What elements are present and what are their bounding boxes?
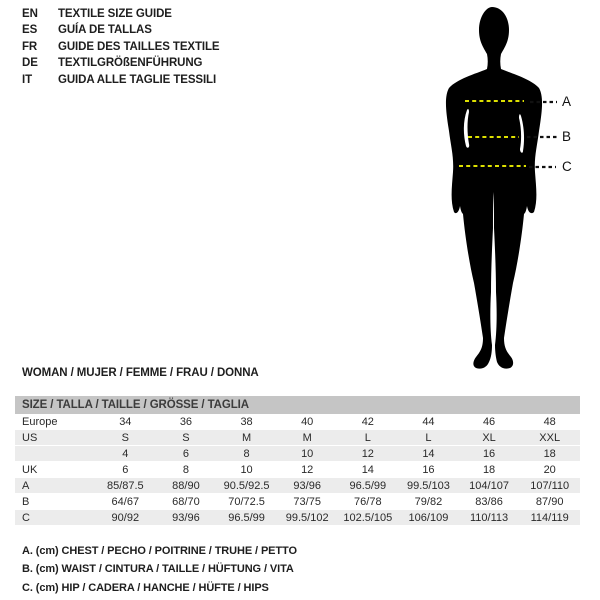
size-cell: 12 [361, 447, 374, 460]
table-row-chest [15, 478, 580, 494]
row-label: US [22, 431, 38, 444]
size-cell: 20 [543, 463, 556, 476]
size-table [15, 396, 580, 526]
language-row-es [22, 22, 220, 38]
size-cell: 102.5/105 [343, 511, 393, 524]
marker-label-a: A [562, 94, 572, 109]
size-cell: 6 [122, 463, 129, 476]
marker-label-b: B [562, 129, 572, 144]
size-cell: 8 [243, 447, 250, 460]
size-cell: 70/72.5 [228, 495, 265, 508]
size-cell: 99.5/103 [407, 479, 450, 492]
size-cell: 34 [119, 415, 132, 428]
size-cell: 99.5/102 [285, 511, 329, 524]
size-cell: 46 [482, 415, 496, 428]
language-list [22, 6, 220, 88]
size-cell: XXL [539, 431, 561, 444]
measurement-legend [22, 542, 297, 597]
size-cell: 68/70 [172, 495, 200, 508]
language-label: GUIDA ALLE TAGLIE TESSILI [58, 73, 217, 86]
table-row-waist [15, 494, 580, 510]
size-cell: 90.5/92.5 [223, 479, 270, 492]
size-cell: 96.5/99 [349, 479, 387, 492]
section-title-woman: WOMAN / MUJER / FEMME / FRAU / DONNA [22, 367, 259, 379]
size-cell: 104/107 [469, 479, 509, 492]
legend-line-chest: A. (cm) CHEST / PECHO / POITRINE / TRUHE / PETTO [22, 545, 297, 557]
size-cell: S [182, 431, 190, 444]
row-label: Europe [22, 415, 58, 428]
size-cell: 16 [482, 447, 496, 460]
language-code: FR [22, 40, 38, 53]
size-cell: 79/82 [414, 495, 443, 508]
size-cell: 48 [543, 415, 556, 428]
size-cell: 76/78 [354, 495, 382, 508]
size-table-header: SIZE / TALLA / TAILLE / GRÖSSE / TAGLIA [15, 396, 580, 414]
size-cell: S [121, 431, 129, 444]
language-code: IT [22, 73, 33, 86]
language-code: ES [22, 24, 38, 37]
table-row-europe [15, 414, 580, 430]
size-cell: 96.5/99 [228, 511, 265, 524]
language-row-en [22, 6, 220, 22]
size-cell: 18 [543, 447, 556, 460]
size-cell: 88/90 [172, 479, 200, 492]
size-cell: 14 [422, 447, 435, 460]
woman-silhouette [420, 0, 580, 380]
language-row-fr [22, 39, 220, 55]
size-cell: 18 [482, 463, 496, 476]
size-cell: 107/110 [530, 479, 570, 492]
size-cell: 16 [422, 463, 435, 476]
size-cell: 44 [422, 415, 435, 428]
language-code: DE [22, 57, 38, 70]
language-label: TEXTILGRÖßENFÜHRUNG [58, 57, 203, 70]
row-label: A [22, 479, 30, 492]
size-cell: 38 [240, 415, 253, 428]
size-cell: 14 [361, 463, 374, 476]
size-cell: 83/86 [475, 495, 503, 508]
size-cell: 93/96 [172, 511, 200, 524]
table-row-uk [15, 462, 580, 478]
size-cell: M [241, 431, 252, 444]
language-row-it [22, 72, 220, 88]
size-cell: 106/109 [408, 511, 449, 524]
row-label: UK [22, 463, 38, 476]
size-cell: L [425, 431, 432, 444]
size-cell: 36 [179, 415, 193, 428]
woman-body-shape [446, 7, 542, 369]
row-label: B [22, 495, 30, 508]
size-cell: 85/87.5 [106, 479, 144, 492]
row-label: C [22, 511, 30, 524]
language-row-de [22, 55, 220, 71]
size-cell: M [302, 431, 312, 444]
size-cell: 110/113 [469, 511, 509, 524]
size-cell: 4 [122, 447, 129, 460]
size-cell: 8 [182, 463, 189, 476]
marker-label-c: C [562, 159, 572, 174]
language-label: TEXTILE SIZE GUIDE [58, 8, 172, 20]
size-cell: 12 [301, 463, 314, 476]
legend-line-hip: C. (cm) HIP / CADERA / HANCHE / HÜFTE / HIPS [22, 581, 269, 594]
language-label: GUÍA DE TALLAS [58, 24, 152, 37]
legend-line-waist: B. (cm) WAIST / CINTURA / TAILLE / HÜFTUNG / VITA [22, 563, 294, 576]
size-cell: 10 [240, 463, 253, 476]
size-table-header-row [15, 396, 580, 414]
size-cell: 87/90 [535, 495, 564, 508]
size-cell: 10 [301, 447, 314, 460]
size-cell: L [364, 431, 371, 444]
language-label: GUIDE DES TAILLES TEXTILE [58, 40, 220, 53]
size-cell: XL [482, 431, 496, 444]
size-cell: 114/119 [530, 511, 569, 524]
size-cell: 93/96 [293, 479, 321, 492]
table-row-us-numeric [15, 446, 580, 462]
size-cell: 73/75 [293, 495, 321, 508]
table-row-us [15, 430, 580, 446]
row-label [15, 446, 95, 462]
size-cell: 90/92 [111, 511, 140, 524]
size-cell: 42 [361, 415, 374, 428]
table-row-hip [15, 510, 580, 526]
size-cell: 64/67 [111, 495, 140, 508]
size-cell: 40 [301, 415, 314, 428]
language-code: EN [22, 8, 38, 20]
size-cell: 6 [182, 447, 189, 460]
